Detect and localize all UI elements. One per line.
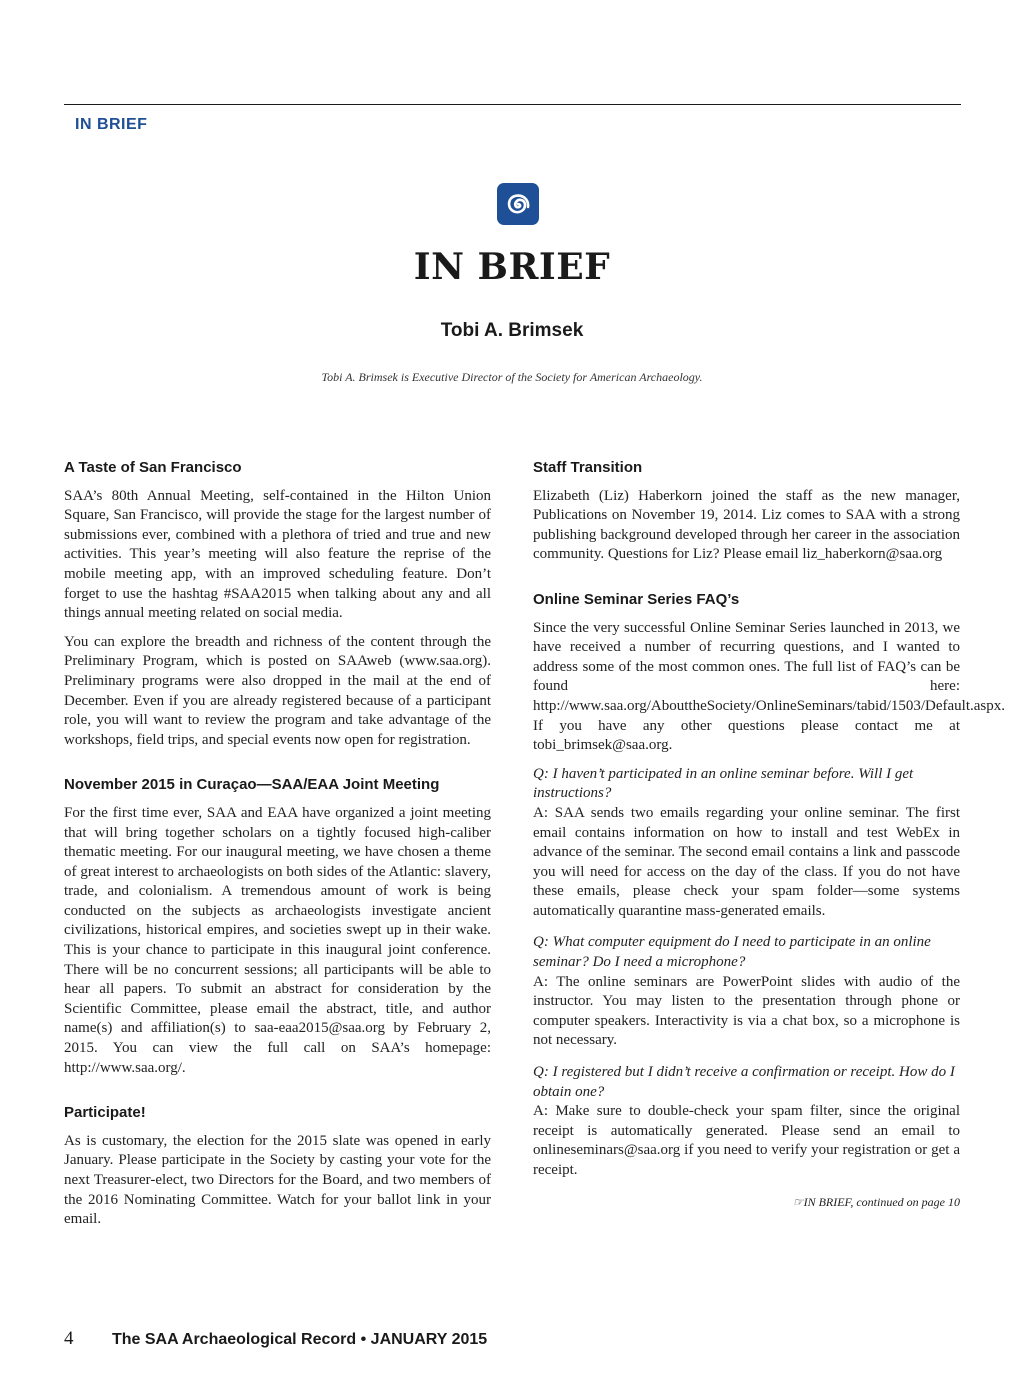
spiral-logo-icon bbox=[496, 182, 540, 226]
faq-answer: A: Make sure to double-check your spam filter, since the original receipt is automatically generated. Please send an email to onlineseminars@saa.org if you need to verify your registration or get a receipt. bbox=[533, 1103, 960, 1178]
paragraph: You can explore the breadth and richness of the content through the Preliminary Program, which is posted on SAAweb (www.saa.org). Preliminary programs were also dropped in the mail at the end of December. Even if you are already registered because of a participant role, you will want to review the program and take advantage of the workshops, field trips, and special events now open for registration. bbox=[64, 633, 491, 748]
page-footer bbox=[64, 1328, 487, 1350]
author-note: Tobi A. Brimsek is Executive Director of the Society for American Archaeology. bbox=[321, 370, 703, 384]
paragraph: Since the very successful Online Seminar Series launched in 2013, we have received a number of recurring questions, and I wanted to address some of the most common ones. The full list of FAQ’s can be found here: http://www.saa.org/AbouttheSociety/OnlineSeminars/tabid/1503/Default.aspx. If you have any other questions please contact me at tobi_brimsek@saa.org. bbox=[533, 619, 1006, 754]
page-number: 4 bbox=[64, 1328, 74, 1349]
footer-separator: • bbox=[360, 1331, 367, 1348]
paragraph: As is customary, the election for the 2015 slate was opened in early January. Please participate in the Society by casting your vote for the next Treasurer-elect, two Directors for the Board, and two members of the 2016 Nominating Committee. Watch for your ballot link in your email. bbox=[64, 1132, 491, 1228]
section-label: IN BRIEF bbox=[75, 116, 148, 133]
paragraph: Elizabeth (Liz) Haberkorn joined the staff as the new manager, Publications on November 19, 2014. Liz comes to SAA with a strong publishing background developed through her career in the association community. Questions for Liz? Please email liz_haberkorn@saa.org bbox=[533, 487, 960, 563]
faq-question: Q: I registered but I didn’t receive a confirmation or receipt. How do I obtain one? bbox=[533, 1064, 955, 1100]
publication-name: The SAA Archaeological Record bbox=[111, 1331, 357, 1348]
section-heading: Online Seminar Series FAQ’s bbox=[533, 590, 740, 608]
section-heading: A Taste of San Francisco bbox=[64, 459, 242, 476]
faq-question: Q: What computer equipment do I need to participate in an online seminar? Do I need a microphone? bbox=[533, 934, 931, 971]
faq-answer: A: SAA sends two emails regarding your online seminar. The first email contains information on how to install and test WebEx in advance of the seminar. The second email contains a link and passcode you will need for access on the day of the class. If you do not have these emails, please check your spam folder—some systems automatically quarantine mass-generated emails. bbox=[533, 804, 960, 919]
right-column bbox=[533, 458, 1006, 1212]
paragraph: SAA’s 80th Annual Meeting, self-contained in the Hilton Union Square, San Francisco, will provide the stage for the largest number of submissions ever, combined with a plethora of tried and true and new activities. This year’s meeting will also feature the reprise of the mobile meeting app, with an improved scheduling feature. Don’t forget to use the hashtag #SAA2015 when talking about any and all things annual meeting related on social media. bbox=[64, 487, 491, 622]
left-column bbox=[64, 458, 491, 1239]
section-heading: November 2015 in Curaçao—SAA/EAA Joint Meeting bbox=[64, 776, 440, 794]
header-rule bbox=[64, 104, 961, 105]
paragraph: For the first time ever, SAA and EAA have organized a joint meeting that will bring together scholars on a tightly focused high-caliber thematic meeting. For our inaugural meeting, we have chosen a theme of great interest to archaeologists on both sides of the Atlantic: slavery, trade, and colonialism. A tremendous amount of work is being conducted on the subjects as archaeologists investigate ancient civilizations, historical empires, and societies swept up in their wake. This is your chance to participate in this inaugural joint conference. There will be no concurrent sessions; all participants will be able to hear all papers. To submit an abstract for consideration by the Scientific Committee, please email the abstract, title, and author name(s) and affiliation(s) to saa-eaa2015@saa.org by February 2, 2015. You can view the full call on SAA’s homepage: http://www.saa.org/. bbox=[64, 804, 491, 1076]
issue-date: JANUARY 2015 bbox=[370, 1331, 488, 1348]
faq-answer: A: The online seminars are PowerPoint slides with audio of the instructor. You may listen to the presentation through phone or computer speakers. Interactivity is via a chat box, so a microphone is not necessary. bbox=[533, 973, 960, 1049]
article-title: IN BRIEF bbox=[413, 246, 611, 288]
section-heading: Participate! bbox=[64, 1104, 146, 1122]
article-author: Tobi A. Brimsek bbox=[440, 320, 584, 341]
faq-question: Q: I haven’t participated in an online seminar before. Will I get instructions? bbox=[533, 765, 914, 802]
continued-note: ☞IN BRIEF, continued on page 10 bbox=[792, 1194, 960, 1209]
section-heading: Staff Transition bbox=[533, 459, 643, 476]
